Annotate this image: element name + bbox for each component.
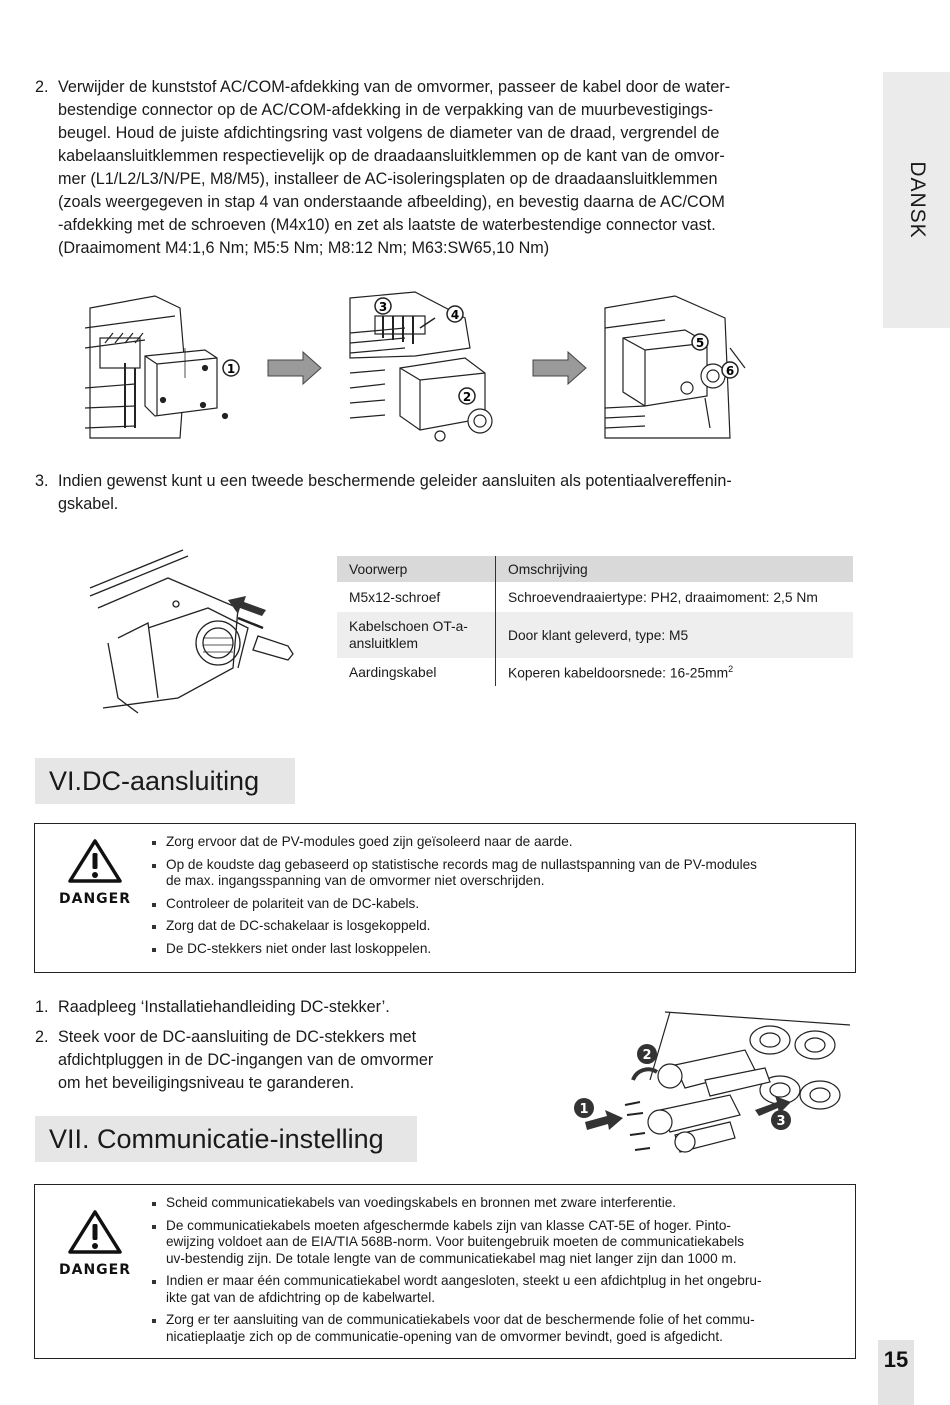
callout-1-icon [223, 360, 239, 376]
table-cell: Kabelschoen OT-a- ansluitklem [337, 612, 496, 658]
warning-triangle-icon [67, 1209, 123, 1255]
step-text: Steek voor de DC-aansluiting de DC-stekkers met afdichtpluggen in de DC-ingangen van de omvormer om het beveiligingsniveau te garanderen. [58, 1028, 434, 1092]
list-item: Zorg er ter aansluiting van de communicatiekabels voor dat de beschermende folie of het commu- nicatieplaatje zich op de communicatie-opening van de omvormer bevindt, goed is afgedicht. [152, 1312, 841, 1345]
svg-text:3: 3 [776, 1114, 786, 1129]
danger-label: DANGER [58, 1262, 131, 1278]
list-item: De communicatiekabels moeten afgeschermde kabels zijn van klasse CAT-5E of hoger. Pinto- ewijzing voldoet aan de EIA/TIA 568B-norm. Voor buitengebruik moeten de communicatiekabels uv-bestendig zijn. De totale lengte van de communicatiekabel mag niet langer zijn dan 1000 m. [152, 1218, 841, 1268]
danger-bullet-list [152, 1195, 841, 1345]
grounding-spec-table [337, 556, 853, 686]
danger-box-dc [34, 823, 856, 973]
svg-text:4: 4 [450, 308, 460, 322]
callout-2-icon [637, 1044, 657, 1064]
table-header-description: Omschrijving [496, 556, 854, 582]
table-cell: Door klant geleverd, type: M5 [496, 612, 854, 658]
page-number: 15 [878, 1340, 914, 1405]
svg-text:3: 3 [378, 300, 388, 314]
danger-label: DANGER [58, 891, 131, 907]
callout-5-icon [692, 334, 708, 350]
section-heading-dc: VI.DC-aansluiting [35, 758, 295, 804]
list-item: Indien er maar één communicatiekabel wordt aangesloten, steekt u een afdichtplug in het ongebru- ikte gat van de afdichtring op de kabelwartel. [152, 1273, 841, 1306]
table-cell: Aardingskabel [337, 658, 496, 686]
danger-sign [55, 1209, 135, 1278]
arrow-left-icon [228, 596, 266, 616]
inverter-terminal-illustration [350, 292, 492, 441]
inverter-open-illustration [85, 296, 228, 438]
list-item: Zorg dat de DC-schakelaar is losgekoppeld. [152, 918, 841, 935]
list-item: Controleer de polariteit van de DC-kabels. [152, 896, 841, 913]
danger-sign [55, 838, 135, 907]
callout-1-icon [574, 1098, 594, 1118]
callout-2-icon [459, 388, 475, 404]
table-cell: M5x12-schroef [337, 582, 496, 612]
table-cell [496, 658, 854, 686]
step-number: 1. [35, 998, 49, 1016]
callout-6-icon [722, 362, 738, 378]
callout-4-icon [447, 306, 463, 322]
step-number: 3. [35, 472, 49, 490]
arrow-right-icon [533, 352, 586, 384]
danger-box-communication [34, 1184, 856, 1359]
language-tab-label: DANSK [905, 161, 929, 239]
step-text: Indien gewenst kunt u een tweede beschermende geleider aansluiten als potentiaalvereffenin- gskabel. [58, 472, 732, 513]
section-heading-communication: VII. Communicatie-instelling [35, 1116, 417, 1162]
danger-bullet-list [152, 834, 841, 957]
superscript: 2 [728, 663, 734, 674]
svg-text:2: 2 [462, 390, 472, 404]
list-item: Op de koudste dag gebaseerd op statistische records mag de nullastspanning van de PV-modules de max. ingangsspanning van de omvormer niet overschrijden. [152, 857, 841, 890]
svg-text:2: 2 [642, 1048, 652, 1063]
table-header-item: Voorwerp [337, 556, 496, 582]
table-row [337, 612, 853, 658]
callout-3-icon [375, 298, 391, 314]
dc-step-1 [35, 996, 535, 1019]
callout-3-icon [771, 1110, 791, 1130]
warning-triangle-icon [67, 838, 123, 884]
list-item: Scheid communicatiekabels van voedingskabels en bronnen met zware interferentie. [152, 1195, 841, 1212]
table-cell-text: Koperen kabeldoorsnede: 16-25mm [508, 665, 729, 681]
table-row [337, 582, 853, 612]
svg-text:1: 1 [226, 362, 236, 376]
dc-step-2 [35, 1026, 535, 1095]
step-text: Raadpleeg ‘Installatiehandleiding DC-stekker’. [58, 998, 390, 1016]
arrow-right-icon [268, 352, 321, 384]
table-row [337, 658, 853, 686]
language-tab [883, 72, 950, 328]
step-3-paragraph [35, 470, 865, 516]
table-header-row [337, 556, 853, 582]
svg-text:1: 1 [579, 1102, 589, 1117]
list-item: Zorg ervoor dat de PV-modules goed zijn geïsoleerd naar de aarde. [152, 834, 841, 851]
grounding-connection-figure [88, 548, 303, 720]
ac-cover-installation-figure [85, 288, 765, 446]
list-item: De DC-stekkers niet onder last loskoppelen. [152, 941, 841, 958]
table-cell: Schroevendraaiertype: PH2, draaimoment: 2,5 Nm [508, 589, 818, 605]
rotate-arrow-icon [633, 1069, 657, 1080]
svg-text:5: 5 [695, 336, 705, 350]
step-number: 2. [35, 1028, 49, 1046]
dc-connector-figure [565, 1010, 850, 1168]
step-2-paragraph [35, 76, 865, 260]
step-number: 2. [35, 78, 49, 96]
step-text: Verwijder de kunststof AC/COM-afdekking van de omvormer, passeer de kabel door de water- bestendige connector op de AC/COM-afdekking in de verpakking van de muurbevestigings- beugel. Houd de juiste afdichtingsring vast volgens de diameter van de draad, vergrendel de kabelaansluitklemmen respectievelijk op de draadaansluitklemmen op de kant van de omvor- mer (L1/L2/L3/N/PE, M8/M5), installeer de AC-isoleringsplaten op de draadaansluitklemmen (zoals weergegeven in stap 4 van onderstaande afbeelding), en bevestig daarna de AC/COM -afdekking met de schroeven (M4x10) en zet als laatste de waterbestendige connector vast. (Draaimoment M4:1,6 Nm; M5:5 Nm; M8:12 Nm; M63:SW65,10 Nm) [58, 78, 731, 257]
svg-text:6: 6 [725, 364, 735, 378]
